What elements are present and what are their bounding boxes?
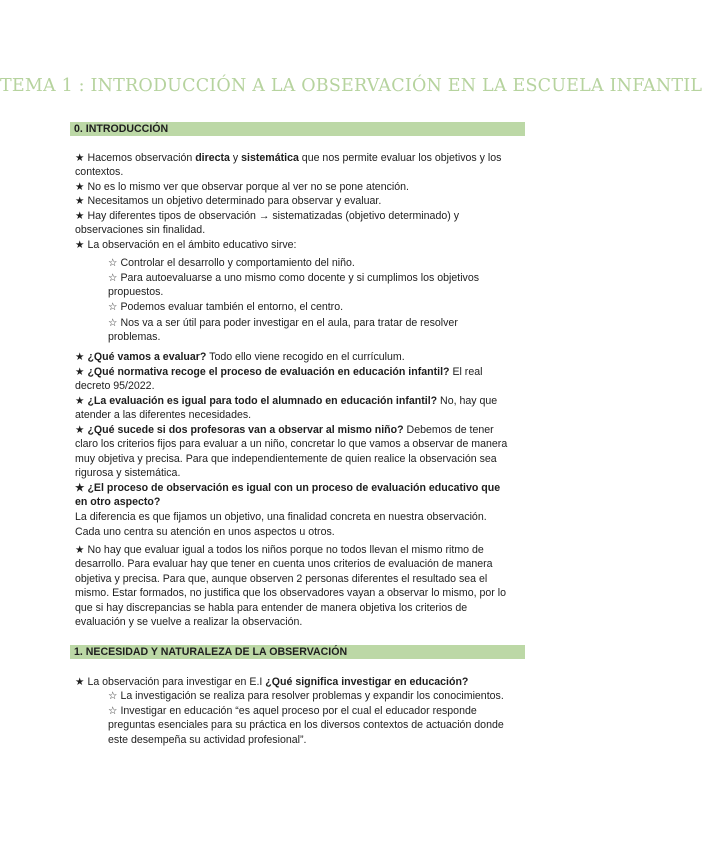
star-icon: ★ [75, 482, 85, 494]
paragraph-line: que si hay discrepancias se habla para entender de manera objetiva los criterios de [75, 602, 468, 614]
sub-item: ☆ Nos va a ser útil para poder investigar en el aula, para tratar de resolver [108, 317, 458, 329]
qa-line: ★ ¿El proceso de observación es igual con un proceso de evaluación educativo que [75, 482, 501, 494]
hollow-star-icon: ☆ [108, 272, 118, 284]
sub-item-cont: este desempeña su actividad profesional”. [108, 734, 307, 746]
qa-line: ★ ¿Qué normativa recoge el proceso de evaluación en educación infantil? El real [75, 366, 483, 378]
qa-line: La diferencia es que fijamos un objetivo, una finalidad concreta en nuestra observación. [75, 511, 487, 523]
qa-line: muy objetiva y precisa. Para que independientemente de quien realice la observación sea [75, 453, 497, 465]
qa-line: ★ ¿Qué vamos a evaluar? Todo ello viene recogido en el currículum. [75, 351, 405, 363]
sub-item: ☆ Controlar el desarrollo y comportamiento del niño. [108, 257, 355, 269]
sub-item-cont: preguntas esenciales para su práctica en los diversos contextos de actuación donde [108, 719, 504, 731]
star-icon: ★ [75, 676, 85, 688]
paragraph-line: ★ Necesitamos un objetivo determinado para observar y evaluar. [75, 195, 382, 207]
paragraph-line: desarrollo. Para evaluar hay que tener en cuenta unos criterios de evaluación de manera [75, 558, 493, 570]
sub-item: ☆ Podemos evaluar también el entorno, el centro. [108, 301, 344, 313]
paragraph-line: ★ No hay que evaluar igual a todos los niños porque no todos llevan el mismo ritmo de [75, 544, 484, 556]
paragraph-line: mismo. Estar formados, no justifica que los observadores vayan a observar lo mismo, por lo [75, 587, 506, 599]
star-icon: ★ [75, 152, 85, 164]
star-icon: ★ [75, 351, 85, 363]
qa-line: Cada uno centra su atención en unos aspectos u otros. [75, 526, 335, 538]
qa-line: rigurosa y sistemática. [75, 467, 181, 479]
section-title: 0. INTRODUCCIÓN [74, 123, 169, 135]
paragraph-line: objetiva y precisa. Para que, aunque observen 2 personas diferentes el resultado sea el [75, 573, 488, 585]
qa-line: atender a las diferentes necesidades. [75, 409, 252, 421]
section-header-introduccion [70, 122, 525, 136]
hollow-star-icon: ☆ [108, 705, 118, 717]
sub-item-cont: propuestos. [108, 286, 164, 298]
qa-line: decreto 95/2022. [75, 380, 155, 392]
qa-line: en otro aspecto? [75, 496, 161, 508]
paragraph-line: ★ Hacemos observación directa y sistemática que nos permite evaluar los objetivos y los [75, 152, 502, 164]
qa-line: ★ ¿Qué sucede si dos profesoras van a observar al mismo niño? Debemos de tener [75, 424, 494, 436]
paragraph-line: contextos. [75, 166, 124, 178]
paragraph-line: ★ Hay diferentes tipos de observación → sistematizadas (objetivo determinado) y [75, 210, 459, 222]
section-title: 1. NECESIDAD Y NATURALEZA DE LA OBSERVACIÓN [74, 646, 348, 658]
star-icon: ★ [75, 181, 85, 193]
qa-line: claro los criterios fijos para evaluar a un niño, concretar lo que vamos a observar de manera [75, 438, 508, 450]
paragraph-line: observaciones sin finalidad. [75, 224, 206, 236]
hollow-star-icon: ☆ [108, 317, 118, 329]
paragraph-line: ★ La observación para investigar en E.I ¿Qué significa investigar en educación? [75, 676, 469, 688]
star-icon: ★ [75, 395, 85, 407]
hollow-star-icon: ☆ [108, 301, 118, 313]
page-title: TEMA 1 : INTRODUCCIÓN A LA OBSERVACIÓN EN LA ESCUELA INFANTIL [0, 76, 702, 96]
sub-item: ☆ La investigación se realiza para resolver problemas y expandir los conocimientos. [108, 690, 504, 702]
paragraph-line: ★ La observación en el ámbito educativo sirve: [75, 239, 297, 251]
qa-line: ★ ¿La evaluación es igual para todo el alumnado en educación infantil? No, hay que [75, 395, 498, 407]
star-icon: ★ [75, 544, 85, 556]
star-icon: ★ [75, 239, 85, 251]
hollow-star-icon: ☆ [108, 690, 118, 702]
paragraph-line: evaluación y se vuelve a realizar la observación. [75, 616, 303, 628]
paragraph-line: ★ No es lo mismo ver que observar porque al ver no se pone atención. [75, 181, 409, 193]
hollow-star-icon: ☆ [108, 257, 118, 269]
star-icon: ★ [75, 210, 85, 222]
sub-item-cont: problemas. [108, 331, 161, 343]
section-header-necesidad [70, 645, 525, 659]
sub-item: ☆ Investigar en educación “es aquel proceso por el cual el educador responde [108, 705, 477, 717]
star-icon: ★ [75, 366, 85, 378]
sub-item: ☆ Para autoevaluarse a uno mismo como docente y si cumplimos los objetivos [108, 272, 480, 284]
star-icon: ★ [75, 424, 85, 436]
star-icon: ★ [75, 195, 85, 207]
